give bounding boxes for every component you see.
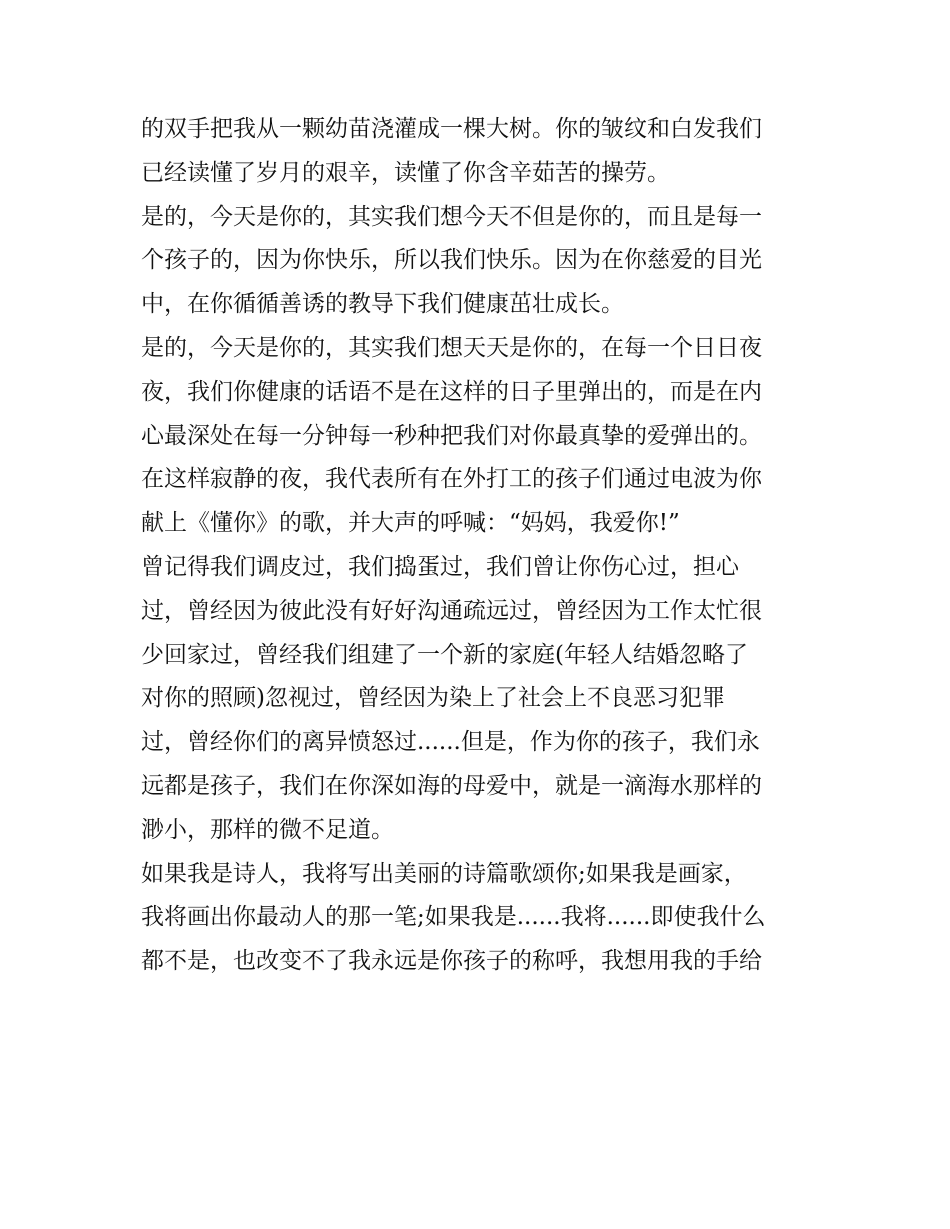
text-line: 曾记得我们调皮过，我们捣蛋过，我们曾让你伤心过，担心 <box>141 553 739 580</box>
text-line: 对你的照顾)忽视过，曾经因为染上了社会上不良恶习犯罪 <box>141 685 725 712</box>
text-line: 过，曾经你们的离异愤怒过......但是，作为你的孩子，我们永 <box>141 729 760 756</box>
text-line: 渺小，那样的微不足道。 <box>141 816 394 843</box>
text-line: 在这样寂静的夜，我代表所有在外打工的孩子们通过电波为你 <box>141 466 762 493</box>
text-line: 献上《懂你》的歌，并大声的呼喊：“妈妈，我爱你!” <box>141 510 680 537</box>
text-line: 少回家过，曾经我们组建了一个新的家庭(年轻人结婚忽略了 <box>141 641 748 668</box>
text-line: 远都是孩子，我们在你深如海的母爱中，就是一滴海水那样的 <box>141 772 762 799</box>
text-line: 的双手把我从一颗幼苗浇灌成一棵大树。你的皱纹和白发我们 <box>141 116 762 142</box>
text-line: 是的，今天是你的，其实我们想天天是你的，在每一个日日夜 <box>141 334 762 361</box>
text-line: 心最深处在每一分钟每一秒种把我们对你最真挚的爱弹出的。 <box>141 422 762 449</box>
text-line: 中，在你循循善诱的教导下我们健康茁壮成长。 <box>141 291 624 318</box>
text-line: 如果我是诗人，我将写出美丽的诗篇歌颂你;如果我是画家， <box>141 860 747 887</box>
text-line: 个孩子的，因为你快乐，所以我们快乐。因为在你慈爱的目光 <box>141 247 762 274</box>
text-line: 我将画出你最动人的那一笔;如果我是......我将......即使我什么 <box>141 904 766 931</box>
text-line: 夜，我们你健康的话语不是在这样的日子里弹出的，而是在内 <box>141 378 762 405</box>
body-text <box>141 108 821 984</box>
text-line: 都不是，也改变不了我永远是你孩子的称呼，我想用我的手给 <box>141 948 762 975</box>
text-line: 过，曾经因为彼此没有好好沟通疏远过，曾经因为工作太忙很 <box>141 597 762 624</box>
text-line: 已经读懂了岁月的艰辛，读懂了你含辛茹苦的操劳。 <box>141 159 670 186</box>
text-line: 是的，今天是你的，其实我们想今天不但是你的，而且是每一 <box>141 203 762 230</box>
